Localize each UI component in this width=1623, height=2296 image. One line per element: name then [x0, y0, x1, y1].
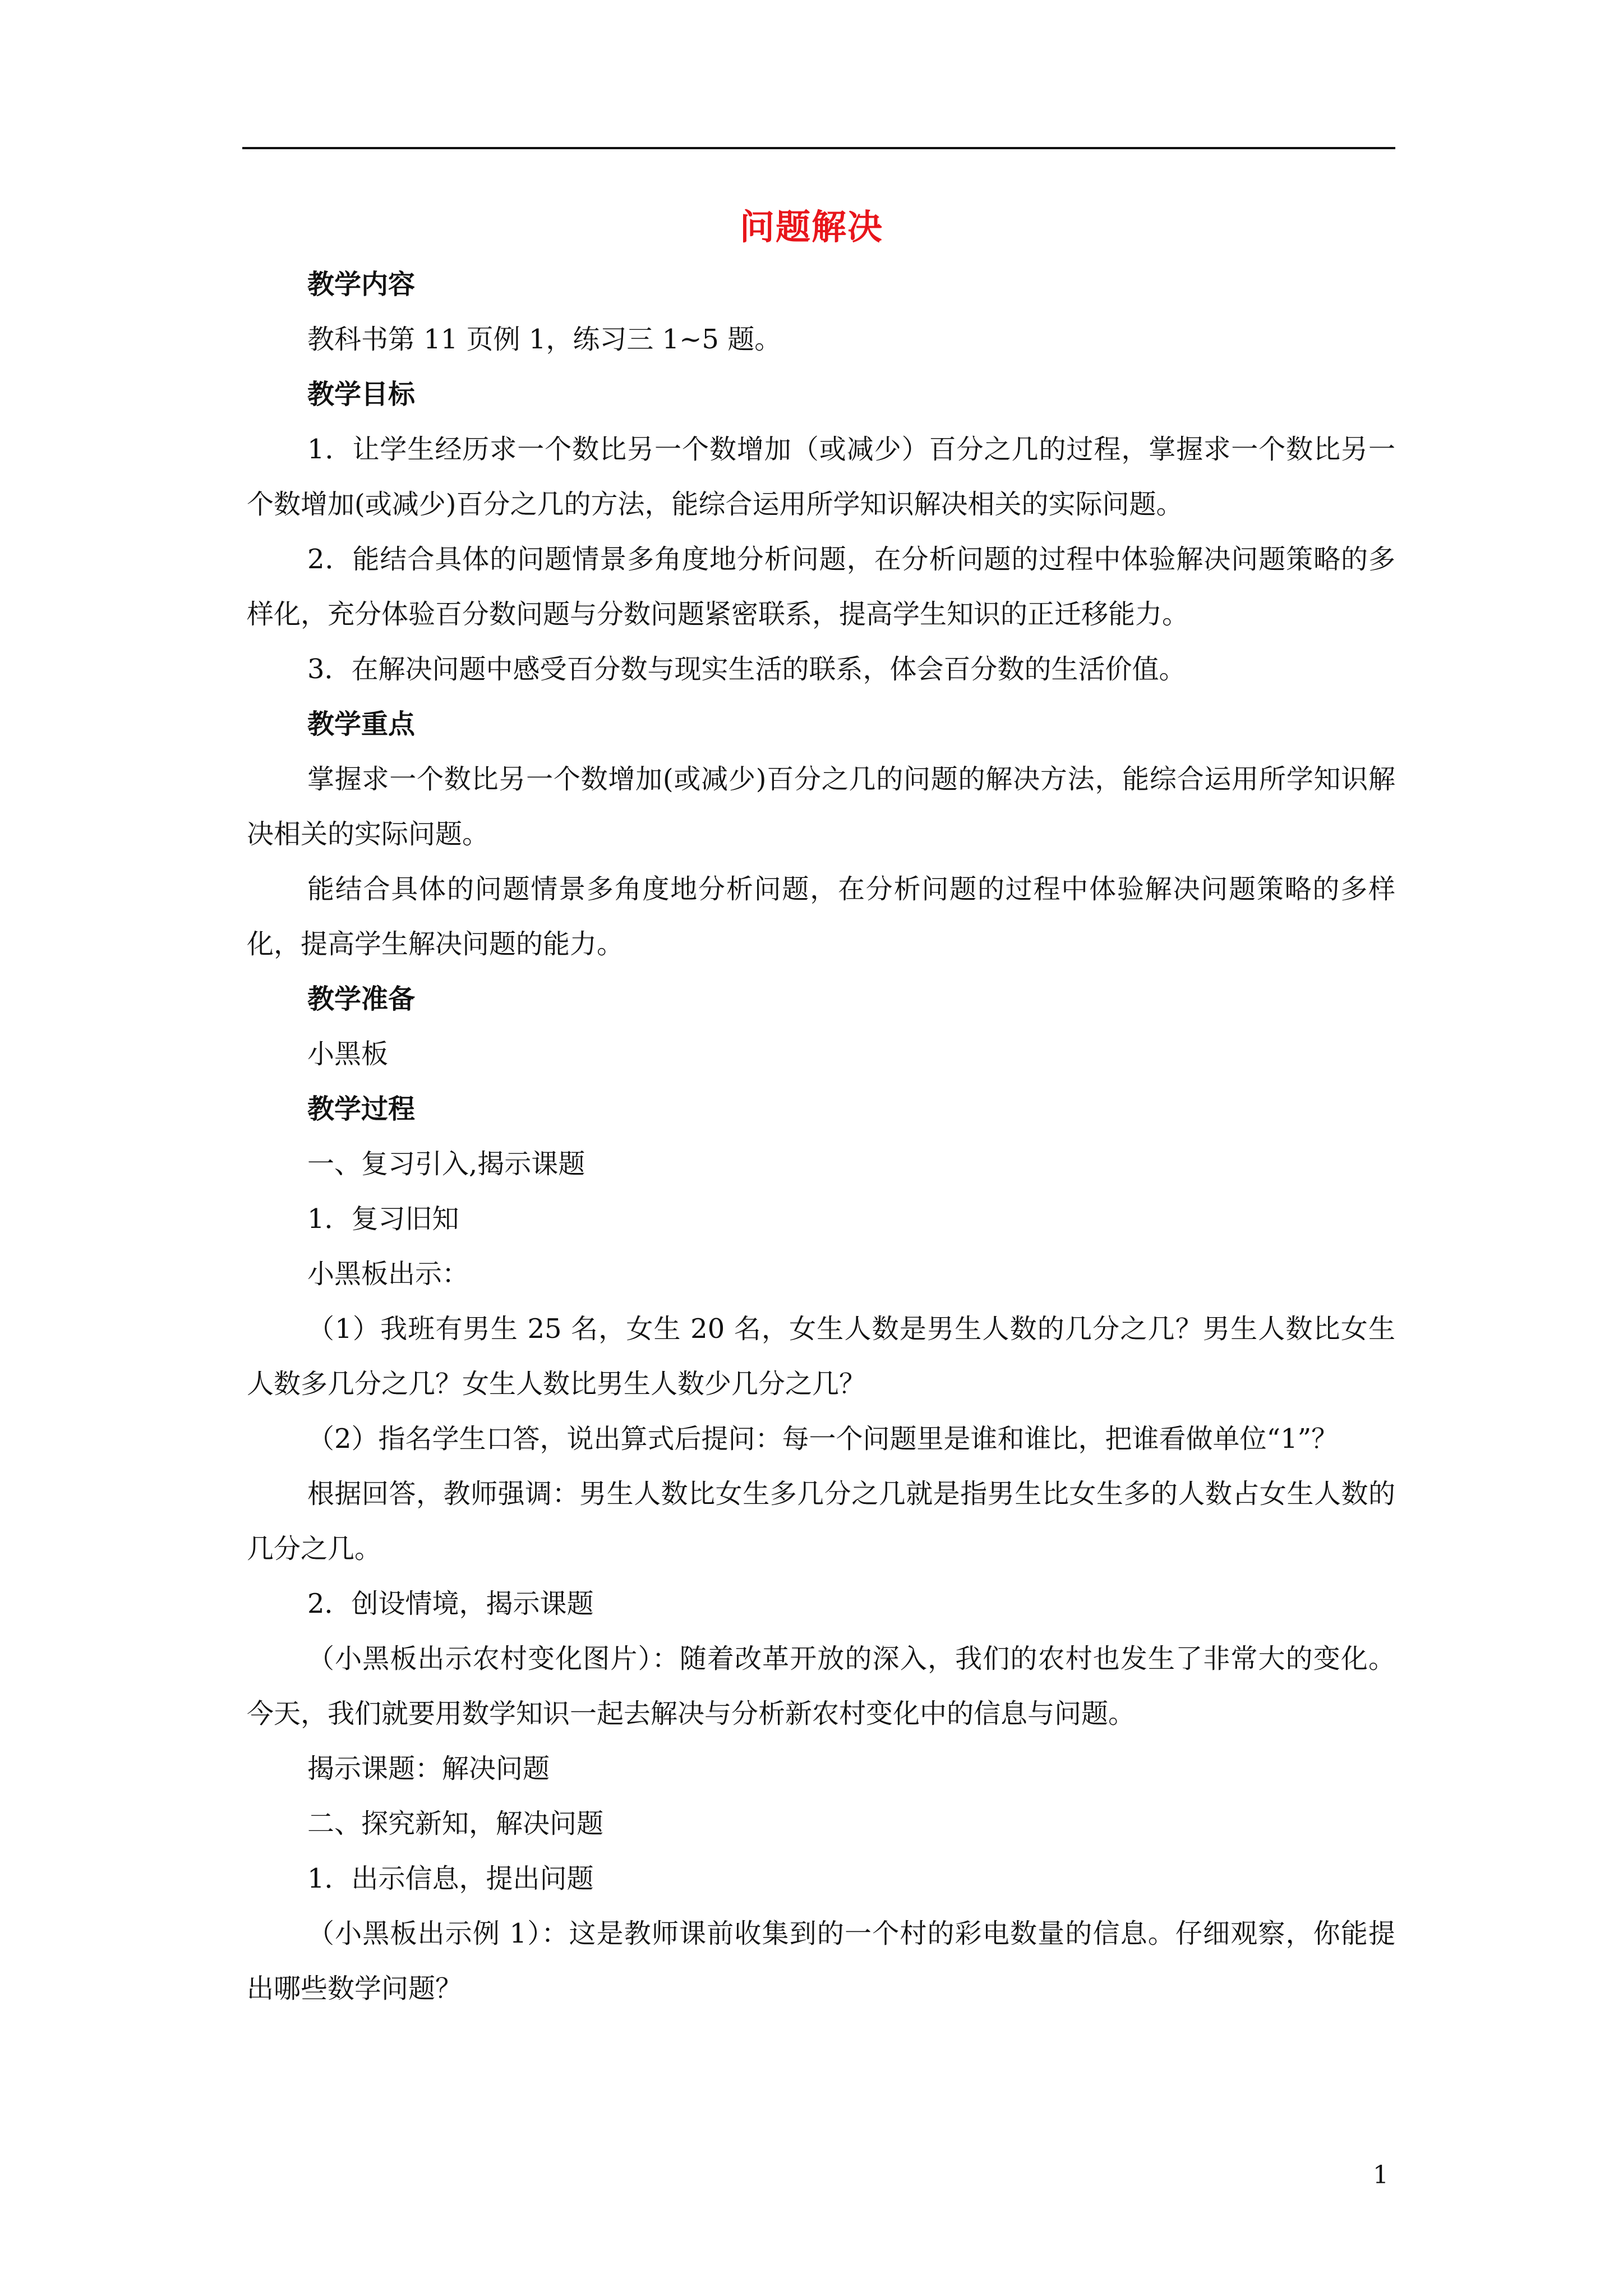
heading-process: 教学过程: [307, 1093, 416, 1125]
step-1-2-topic: 揭示课题：解决问题: [307, 1753, 550, 1784]
step-1-1-question-2: （2）指名学生口答，说出算式后提问：每一个问题里是谁和谁比，把谁看做单位“1”？: [307, 1423, 1339, 1455]
heading-focus: 教学重点: [307, 708, 416, 740]
focus-2: 能结合具体的问题情景多角度地分析问题，在分析问题的过程中体验解决问题策略的多样化，提高学生解决问题的能力。: [247, 873, 1395, 960]
step-1: 一、复习引入,揭示课题: [307, 1148, 585, 1180]
header-rule: [242, 147, 1395, 149]
heading-prep: 教学准备: [307, 983, 416, 1015]
focus-1: 掌握求一个数比另一个数增加(或减少)百分之几的问题的解决方法，能综合运用所学知识解决相关的实际问题。: [247, 763, 1395, 850]
step-1-2: 2．创设情境，揭示课题: [307, 1588, 594, 1619]
prep-text: 小黑板: [307, 1038, 389, 1070]
heading-goals: 教学目标: [307, 379, 416, 410]
step-1-1: 1．复习旧知: [307, 1203, 459, 1235]
step-1-1-question-1: （1）我班有男生 25 名，女生 20 名，女生人数是男生人数的几分之几？男生人数比女生人数多几分之几？女生人数比男生人数少几分之几？: [247, 1313, 1395, 1400]
step-2-1-text: （小黑板出示例 1）：这是教师课前收集到的一个村的彩电数量的信息。仔细观察，你能提出哪些数学问题？: [247, 1918, 1395, 2004]
document-body: [247, 257, 1395, 2016]
goal-3: 3．在解决问题中感受百分数与现实生活的联系，体会百分数的生活价值。: [307, 654, 1186, 685]
step-2: 二、探究新知，解决问题: [307, 1808, 604, 1839]
page-title: 问题解决: [739, 206, 883, 247]
goal-1: 1．让学生经历求一个数比另一个数增加（或减少）百分之几的过程，掌握求一个数比另一个数增加(或减少)百分之几的方法，能综合运用所学知识解决相关的实际问题。: [247, 434, 1395, 520]
step-1-1-note: 根据回答，教师强调：男生人数比女生多几分之几就是指男生比女生多的人数占女生人数的几分之几。: [247, 1478, 1395, 1565]
page-number: 1: [1373, 2161, 1389, 2189]
content-text: 教科书第 11 页例 1，练习三 1~5 题。: [307, 324, 782, 355]
step-2-1: 1．出示信息，提出问题: [307, 1863, 594, 1894]
step-1-2-text: （小黑板出示农村变化图片）：随着改革开放的深入，我们的农村也发生了非常大的变化。今天，我们就要用数学知识一起去解决与分析新农村变化中的信息与问题。: [247, 1643, 1395, 1729]
goal-2: 2．能结合具体的问题情景多角度地分析问题，在分析问题的过程中体验解决问题策略的多样化，充分体验百分数问题与分数问题紧密联系，提高学生知识的正迁移能力。: [247, 544, 1395, 630]
step-1-1-show: 小黑板出示：: [307, 1258, 469, 1290]
heading-content: 教学内容: [307, 269, 416, 300]
